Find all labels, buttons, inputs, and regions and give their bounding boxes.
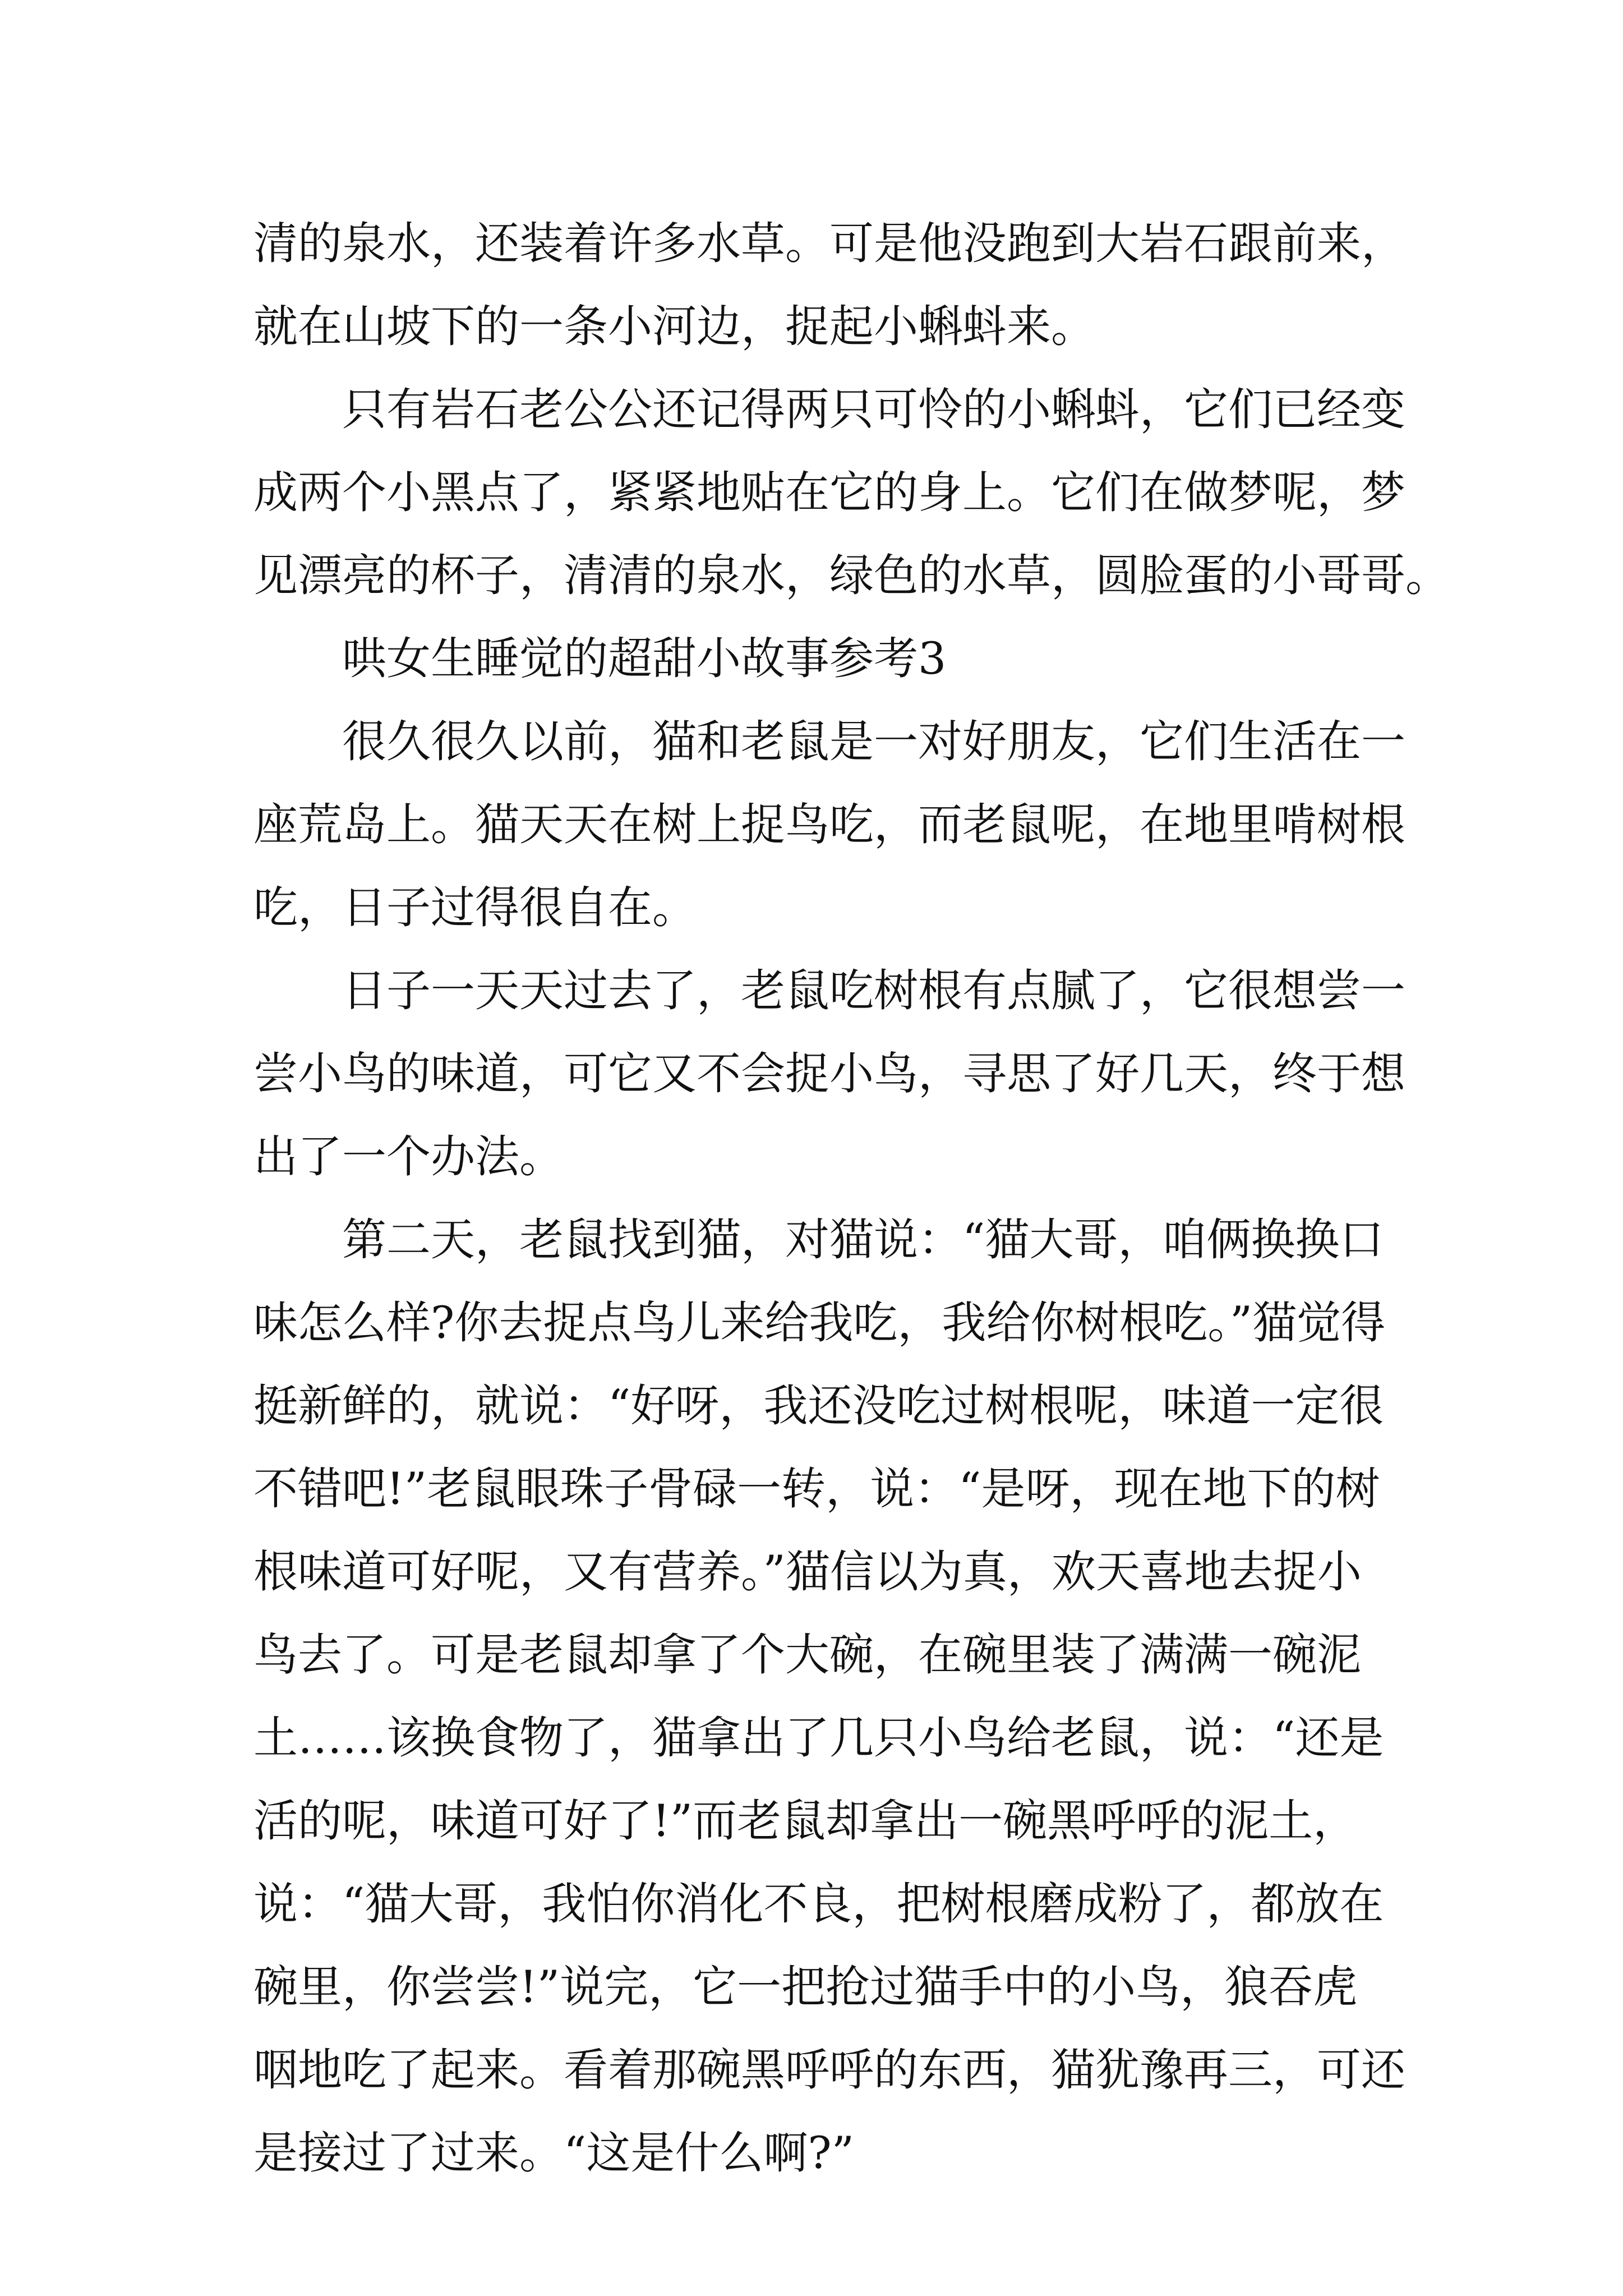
story-text [253, 202, 1450, 2194]
text-line: 碗里，你尝尝!”说完，它一把抢过猫手中的小鸟，狼吞虎 [253, 1961, 1358, 2013]
text-line: 日子一天天过去了，老鼠吃树根有点腻了，它很想尝一 [342, 965, 1405, 1016]
text-line: 就在山坡下的一条小河边，捉起小蝌蚪来。 [253, 301, 1095, 352]
text-line: 座荒岛上。猫天天在树上捉鸟吃，而老鼠呢，在地里啃树根 [253, 799, 1405, 850]
text-line: 不错吧!”老鼠眼珠子骨碌一转，说：“是呀，现在地下的树 [253, 1463, 1380, 1515]
text-line: 见漂亮的杯子，清清的泉水，绿色的水草，圆脸蛋的小哥哥。 [253, 550, 1450, 601]
text-line: 第二天，老鼠找到猫，对猫说：“猫大哥，咱俩换换口 [342, 1214, 1384, 1266]
text-line: 出了一个办法。 [253, 1131, 564, 1182]
text-line: 活的呢，味道可好了!”而老鼠却拿出一碗黑呼呼的泥土， [253, 1795, 1358, 1847]
text-line: 成两个小黑点了，紧紧地贴在它的身上。它们在做梦呢，梦 [253, 467, 1405, 518]
section-heading: 哄女生睡觉的超甜小故事参考3 [342, 633, 947, 684]
text-line: 尝小鸟的味道，可它又不会捉小鸟，寻思了好几天，终于想 [253, 1048, 1405, 1099]
text-line: 味怎么样?你去捉点鸟儿来给我吃，我给你树根吃。”猫觉得 [253, 1297, 1386, 1349]
text-line: 吃，日子过得很自在。 [253, 882, 697, 933]
text-line: 只有岩石老公公还记得两只可怜的小蝌蚪，它们已经变 [342, 384, 1405, 435]
text-line: 清的泉水，还装着许多水草。可是他没跑到大岩石跟前来， [253, 218, 1405, 269]
text-line: 鸟去了。可是老鼠却拿了个大碗，在碗里装了满满一碗泥 [253, 1629, 1361, 1681]
text-line: 土……该换食物了，猫拿出了几只小鸟给老鼠，说：“还是 [253, 1712, 1384, 1764]
text-line: 咽地吃了起来。看着那碗黑呼呼的东西，猫犹豫再三，可还 [253, 2044, 1405, 2096]
text-line: 是接过了过来。“这是什么啊?” [253, 2127, 855, 2179]
text-line: 挺新鲜的，就说：“好呀，我还没吃过树根呢，味道一定很 [253, 1380, 1384, 1432]
text-line: 说：“猫大哥，我怕你消化不良，把树根磨成粉了，都放在 [253, 1878, 1384, 1930]
text-line: 很久很久以前，猫和老鼠是一对好朋友，它们生活在一 [342, 716, 1405, 767]
text-line: 根味道可好呢，又有营养。”猫信以为真，欢天喜地去捉小 [253, 1546, 1362, 1598]
